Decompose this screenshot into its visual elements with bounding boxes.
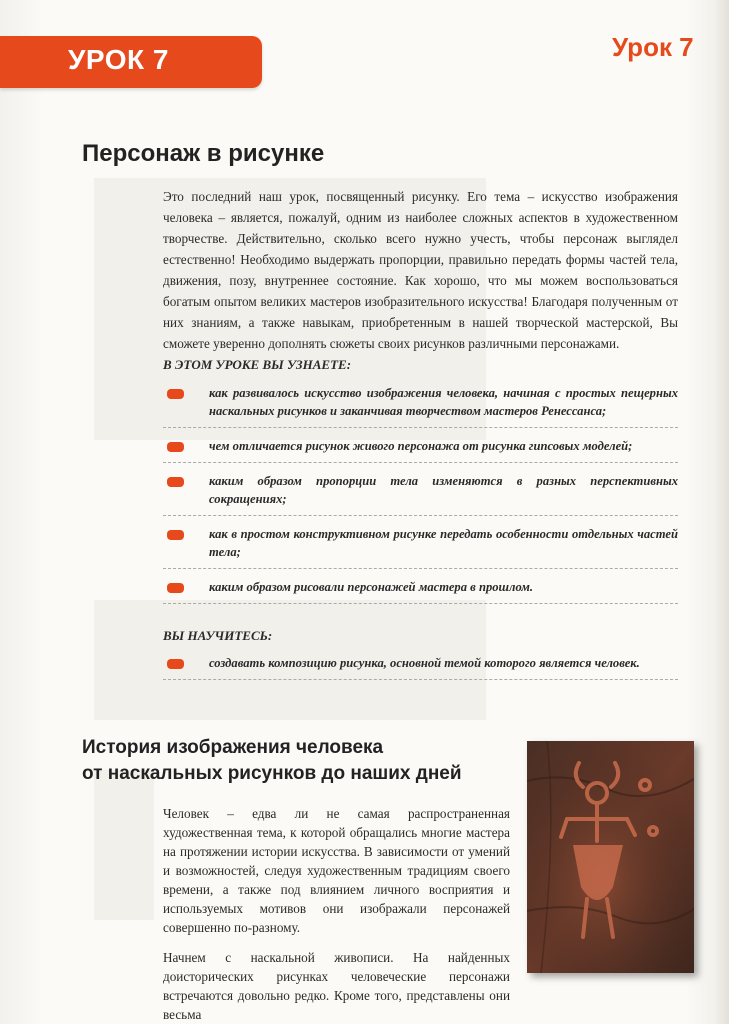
bullet-icon <box>167 442 184 452</box>
list-item <box>163 384 678 428</box>
list-item-text: чем отличается рисунок живого персонажа от рисунка гипсовых моделей; <box>209 439 633 453</box>
list-item-text: как в простом конструктивном рисунке передать особенности отдельных частей тела; <box>209 527 678 559</box>
bullet-icon <box>167 659 184 669</box>
bullet-icon <box>167 530 184 540</box>
list-item <box>163 654 678 680</box>
page-edge <box>716 0 729 1024</box>
list-item <box>163 437 678 463</box>
page-title: Персонаж в рисунке <box>82 140 325 167</box>
section-body <box>163 804 510 1024</box>
section-paragraph: Начнем с наскальной живописи. На найденных доисторических рисунках человеческие персонажи встречаются довольно редко. Кроме того, представлены они весьма <box>163 950 510 1022</box>
skills-heading: ВЫ НАУЧИТЕСЬ: <box>163 628 273 643</box>
section-title-line: от наскальных рисунков до наших дней <box>82 763 462 784</box>
section-paragraph: Человек – едва ли не самая распространенная художественная тема, к которой обращались многие мастера на протяжении истории искусства. В зависимости от умений и возможностей, следуя художественным традициям своего времени, а также под влиянием личного восприятия и используемых мотивов они изображали персонажей совершенно по-разному. <box>163 806 510 935</box>
bullet-icon <box>167 389 184 399</box>
bullet-icon <box>167 477 184 487</box>
section-title-line: История изображения человека <box>82 737 384 758</box>
list-item-text: каким образом рисовали персонажей мастера в прошлом. <box>209 580 534 594</box>
corner-lesson-label: Урок 7 <box>612 32 694 62</box>
learn-list <box>163 384 678 613</box>
list-item-text: каким образом пропорции тела изменяются в разных перспективных сокращениях; <box>209 474 678 506</box>
list-item-text: создавать композицию рисунка, основной темой которого является человек. <box>209 656 640 670</box>
list-item <box>163 525 678 569</box>
skills-list <box>163 654 678 689</box>
lesson-tab <box>0 36 262 88</box>
show-through-block <box>94 770 154 920</box>
section-title <box>82 735 512 787</box>
bullet-icon <box>167 583 184 593</box>
list-item <box>163 472 678 516</box>
learn-heading: В ЭТОМ УРОКЕ ВЫ УЗНАЕТЕ: <box>163 357 352 372</box>
intro-paragraph: Это последний наш урок, посвященный рисунку. Его тема – искусство изображения человека – является, пожалуй, одним из наиболее сложных аспектов в художественном творчестве. Действительно, сколько всего нужно учесть, чтобы персонаж выглядел естественно! Необходимо выдержать пропорции, правильно передать формы частей тела, движения, позу, внутреннее состояние. Как хорошо, что мы можем воспользоваться богатым опытом великих мастеров изобразительного искусства! Благодаря полученным от них знаниям, а также навыкам, приобретенным в нашей творческой мастерской, Вы сможете уверенно дополнять сюжеты своих рисунков различными персонажами. <box>163 189 678 351</box>
lesson-tab-label: УРОК 7 <box>68 44 169 75</box>
list-item-text: как развивалось искусство изображения человека, начиная с простых пещерных наскальных рисунков и заканчивая творчеством мастеров Ренессанса; <box>209 386 678 418</box>
petroglyph-human-figure-icon <box>527 741 694 973</box>
petroglyph-photo <box>527 741 694 973</box>
list-item <box>163 578 678 604</box>
